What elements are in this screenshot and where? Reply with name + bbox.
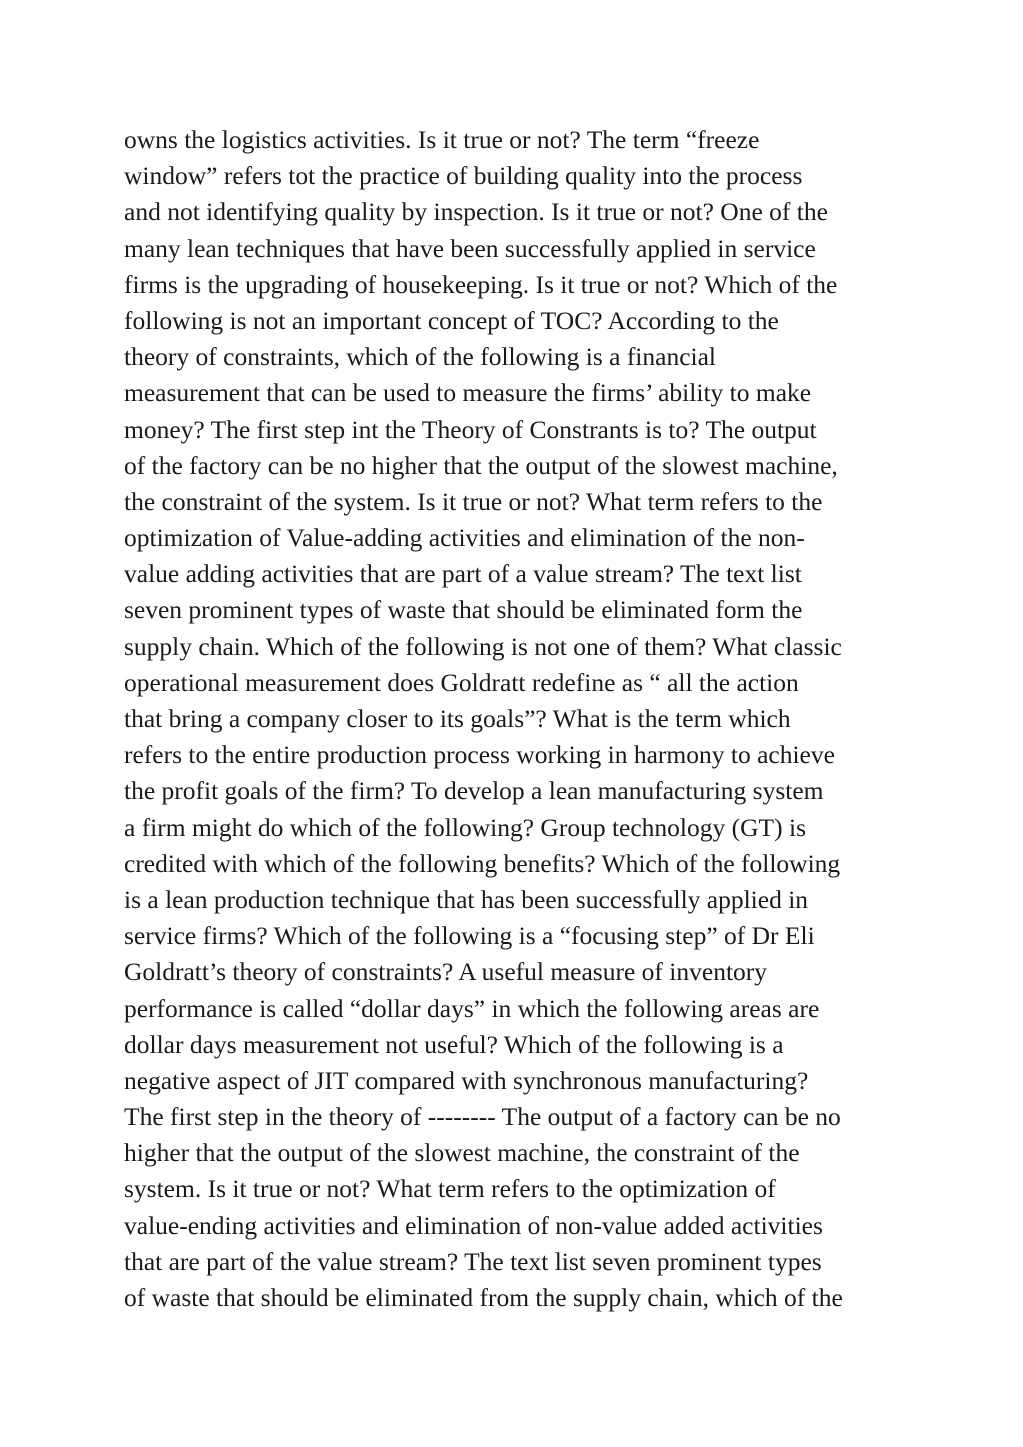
text-line: that are part of the value stream? The text list seven prominent types <box>124 1246 822 1276</box>
text-line: that bring a company closer to its goals”? What is the term which <box>124 704 791 733</box>
text-line: and not identifying quality by inspection. Is it true or not? One of the <box>124 197 828 227</box>
text-line: the profit goals of the firm? To develop a lean manufacturing system <box>124 776 824 806</box>
text-line: theory of constraints, which of the following is a financial <box>124 342 717 372</box>
text-line: optimization of Value-adding activities and elimination of the non- <box>124 523 805 553</box>
text-line: owns the logistics activities. Is it true or not? The term “freeze <box>124 125 760 154</box>
text-line: performance is called “dollar days” in which the following areas are <box>124 993 820 1023</box>
text-line: of waste that should be eliminated from the supply chain, which of the <box>124 1283 843 1312</box>
text-line: dollar days measurement not useful? Which of the following is a <box>124 1029 784 1059</box>
text-line: measurement that can be used to measure the firms’ ability to make <box>124 378 812 408</box>
text-line: Goldratt’s theory of constraints? A useful measure of inventory <box>124 957 768 987</box>
text-line: The first step in the theory of -------- The output of a factory can be no <box>124 1102 841 1132</box>
text-line: higher that the output of the slowest machine, the constraint of the <box>124 1138 800 1168</box>
text-line: money? The first step int the Theory of Constrants is to? The output <box>124 414 817 444</box>
text-line: supply chain. Which of the following is not one of them? What classic <box>124 631 842 661</box>
text-line: operational measurement does Goldratt redefine as “ all the action <box>124 667 799 697</box>
text-line: service firms? Which of the following is a “focusing step” of Dr Eli <box>124 921 815 951</box>
text-line: many lean techniques that have been successfully applied in service <box>124 233 816 263</box>
text-line: of the factory can be no higher that the output of the slowest machine, <box>124 450 838 480</box>
text-line: negative aspect of JIT compared with synchronous manufacturing? <box>124 1065 809 1095</box>
text-line: refers to the entire production process working in harmony to achieve <box>124 740 835 770</box>
body-text <box>124 122 914 1316</box>
text-line: seven prominent types of waste that should be eliminated form the <box>124 595 803 625</box>
text-line: following is not an important concept of TOC? According to the <box>124 305 779 335</box>
text-line: a firm might do which of the following? Group technology (GT) is <box>124 812 806 842</box>
text-line: credited with which of the following benefits? Which of the following <box>124 848 841 878</box>
text-line: value adding activities that are part of a value stream? The text list <box>124 559 802 589</box>
text-line: the constraint of the system. Is it true or not? What term refers to the <box>124 486 823 516</box>
text-line: is a lean production technique that has been successfully applied in <box>124 884 809 914</box>
text-line: window” refers tot the practice of building quality into the process <box>124 161 803 191</box>
text-line: system. Is it true or not? What term refers to the optimization of <box>124 1174 776 1204</box>
text-line: firms is the upgrading of housekeeping. Is it true or not? Which of the <box>124 269 838 299</box>
text-line: value-ending activities and elimination of non-value added activities <box>124 1210 823 1240</box>
